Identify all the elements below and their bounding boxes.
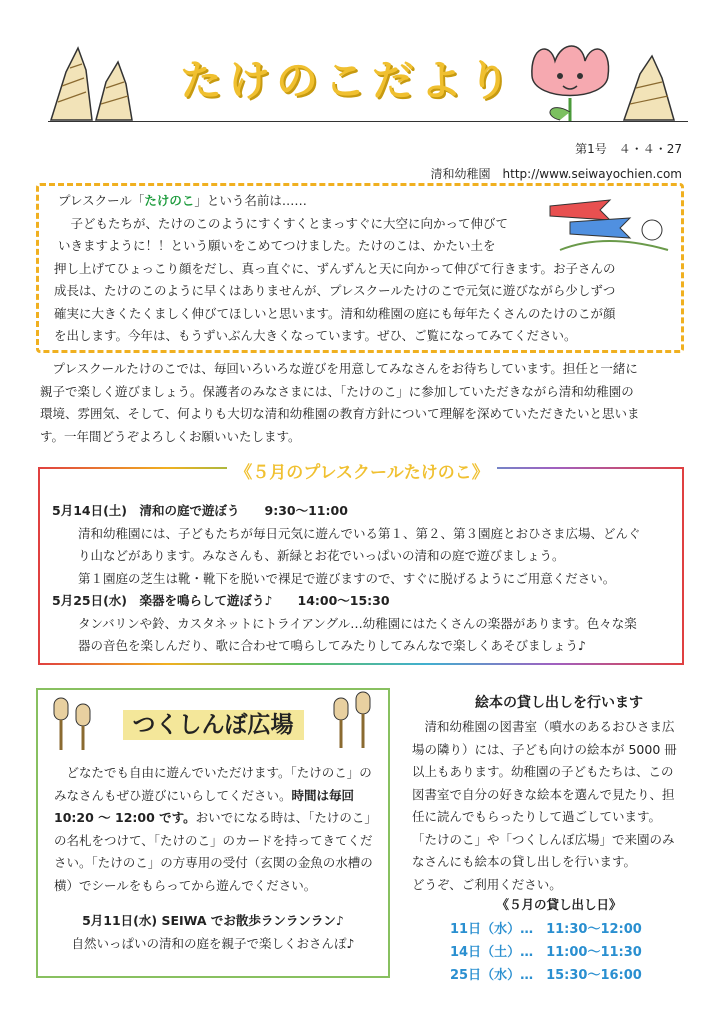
intro-title-post: 」という名前は…… [194, 193, 307, 208]
event-line: 清和幼稚園には、子どもたちが毎日元気に遊んでいる第１、第２、第３園庭とおひさま広場、どんぐ [78, 525, 641, 541]
bamboo-shoot-right-illustration [618, 52, 688, 122]
intro-title [58, 190, 673, 213]
tsukushinbo-text [54, 762, 378, 897]
lend-date-row: 14日（土）… 11:00～11:30 [450, 945, 642, 960]
newsletter-title: たけのこだより [180, 56, 517, 105]
tsuku-event-line: 自然いっぱいの清和の庭を親子で楽しくおさんぽ♪ [71, 935, 355, 951]
ehon-line: 「たけのこ」や「つくしんぼ広場」で来園のみ [412, 831, 675, 847]
tsuku-line [54, 785, 378, 808]
bamboo-shoot-left-illustration [46, 42, 156, 122]
intro-line: 成長は、たけのこのように早くはありませんが、プレスクールたけのこで元気に遊びながら少しずつ [54, 283, 616, 298]
ehon-line: 清和幼稚園の図書室（噴水のあるおひさま広 [412, 719, 675, 734]
event-line: り山などがあります。みなさんも、新緑とお花でいっぱいの清和の庭で遊びましょう。 [78, 548, 565, 563]
tsuku-time-tail: おいでになる時は、「たけのこ」 [195, 810, 377, 825]
tsuku-line: さい。「たけのこ」の方専用の受付（玄関の金魚の水槽の [54, 855, 373, 870]
preschool-heading-text: 《５月のプレスクールたけのこ》 [227, 463, 496, 483]
tsuku-time-value: 10:20 ～ 12:00 です。 [54, 810, 196, 825]
lend-date-row: 25日（水）… 15:30～16:00 [450, 968, 642, 983]
header-divider [48, 121, 688, 122]
main-line: 環境、雰囲気、そして、何よりも大切な清和幼稚園の教育方針について理解を深めていただきたいと思いま [40, 406, 640, 421]
tsuku-line: の名札をつけて、「たけのこ」のカードを持ってきてくだ [54, 832, 373, 848]
event-line: 器の音色を楽しんだり、歌に合わせて鳴らしてみたりしてみんなで楽しくあそびましょう♪ [78, 638, 586, 653]
tsuku-event-title: 5月11日(水) SEIWA でお散歩ランランラン♪ [82, 913, 344, 928]
tsukushinbo-title-text: つくしんぼ広場 [123, 710, 304, 740]
tsuku-time-label: 時間は毎回 [291, 787, 355, 803]
intro-line: 確実に大きくたくましく伸びてほしいと思います。清和幼稚園の庭にも毎年たくさんのたけのこが顔 [54, 305, 616, 321]
ehon-line: どうぞ、ご利用ください。 [412, 876, 562, 892]
ehon-line: 任に読んでもらったりして過ごしています。 [412, 809, 662, 824]
main-line: 親子で楽しく遊びましょう。保護者のみなさまには、「たけのこ」に参加していただきながら清和幼稚園の [40, 383, 634, 399]
tsuku-line: 横）でシールをもらってから遊んでください。 [54, 877, 317, 893]
school-url: 清和幼稚園 http://www.seiwayochien.com [430, 167, 682, 181]
ehon-line: 場の隣り）には、子ども向けの絵本が 5000 冊 [412, 741, 677, 757]
main-paragraph [40, 358, 688, 448]
event-title: 5月25日(水) 楽器を鳴らして遊ぼう♪ 14:00～15:30 [52, 593, 390, 608]
ehon-line: 以上もあります。幼稚園の子どもたちは、この [412, 764, 674, 779]
preschool-heading [0, 458, 724, 483]
tsuku-line [54, 807, 378, 830]
tsukushinbo-event [36, 910, 390, 955]
intro-line: 押し上げてひょっこり顔をだし、真っ直ぐに、ずんずんと天に向かって伸びて行きます。お子さんの [54, 260, 616, 276]
intro-title-pre: プレスクール「 [58, 193, 145, 208]
tsukushinbo-title [36, 706, 390, 739]
tsuku-line-text: みなさんもぜひ遊びにいらしてください。 [54, 787, 292, 803]
preschool-events [52, 500, 677, 658]
tulip-character-illustration [520, 36, 620, 122]
ehon-title: 絵本の貸し出しを行います [475, 695, 643, 711]
intro-text [54, 190, 673, 348]
ehon-text [412, 716, 702, 896]
intro-line: 子どもたちが、たけのこのようにすくすくとまっすぐに大空に向かって伸びて [58, 215, 509, 231]
event-line: 第１園庭の芝生は靴・靴下を脱いで裸足で遊びますので、すぐに脱げるようにご用意ください。 [78, 570, 616, 586]
ehon-line: 図書室で自分の好きな絵本を選んで見たり、担 [412, 786, 675, 802]
tsuku-line: どなたでも自由に遊んでいただけます。「たけのこ」の [54, 765, 372, 780]
main-line: す。一年間どうぞよろしくお願いいたします。 [40, 428, 301, 444]
lend-date-row: 11日（水）… 11:30～12:00 [450, 922, 642, 937]
event-line: タンバリンや鈴、カスタネットにトライアングル…幼稚園にはたくさんの楽器があります。色々な楽 [78, 615, 637, 631]
main-line: プレスクールたけのこでは、毎回いろいろな遊びを用意してみなさんをお待ちしています。担任と一緒に [40, 361, 638, 376]
intro-line: を出します。今年は、もうずいぶん大きくなっています。ぜひ、ご覧になってみてください。 [54, 328, 577, 343]
ehon-line: なさんにも絵本の貸し出しを行います。 [412, 854, 637, 869]
intro-title-highlight: たけのこ [144, 193, 195, 208]
issue-number: 第1号 ４・４・27 [575, 142, 682, 156]
intro-line: いきますように！！という願いをこめてつけました。たけのこは、かたい土を [58, 238, 496, 253]
lend-title: 《５月の貸し出し日》 [496, 897, 622, 912]
event-title: 5月14日(土) 清和の庭で遊ぼう 9:30～11:00 [52, 503, 348, 518]
